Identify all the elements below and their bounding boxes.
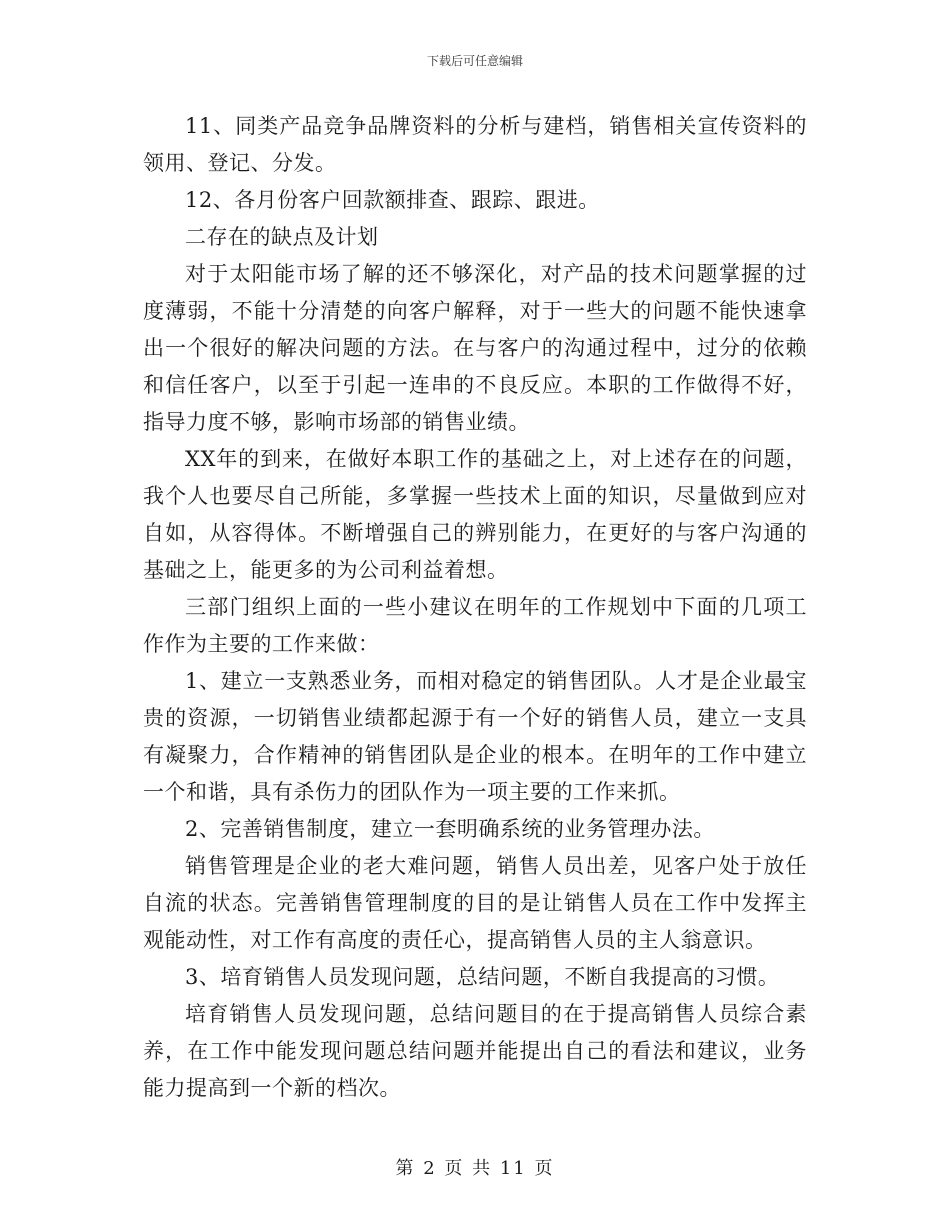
paragraph-item-11: 11、同类产品竞争品牌资料的分析与建档，销售相关宣传资料的领用、登记、分发。 bbox=[143, 114, 807, 175]
paragraph-item-12: 12、各月份客户回款额排查、跟踪、跟进。 bbox=[185, 188, 600, 212]
paragraph-shortcomings: 对于太阳能市场了解的还不够深化，对产品的技术问题掌握的过度薄弱，不能十分清楚的向客户解释，对于一些大的问题不能快速拿出一个很好的解决问题的方法。在与客户的沟通过程中，过分的依赖和信任客户，以至于引起一连串的不良反应。本职的工作做得不好，指导力度不够，影响市场部的销售业绩。 bbox=[143, 262, 807, 434]
page-footer: 第 2 页 共 11 页 bbox=[395, 1158, 555, 1179]
page-header: 下载后可任意编辑 bbox=[426, 54, 523, 68]
paragraph-suggestion-2: 2、完善销售制度，建立一套明确系统的业务管理办法。 bbox=[185, 817, 715, 841]
section-heading-shortcomings: 二存在的缺点及计划 bbox=[185, 225, 379, 249]
document-body bbox=[143, 108, 807, 1107]
paragraph-sales-management: 销售管理是企业的老大难问题，销售人员出差，见客户处于放任自流的状态。完善销售管理制度的目的是让销售人员在工作中发挥主观能动性，对工作有高度的责任心，提高销售人员的主人翁意识。 bbox=[143, 854, 807, 952]
paragraph-suggestion-3: 3、培育销售人员发现问题，总结问题，不断自我提高的习惯。 bbox=[185, 965, 780, 989]
paragraph-training: 培育销售人员发现问题，总结问题目的在于提高销售人员综合素养，在工作中能发现问题总结问题并能提出自己的看法和建议，业务能力提高到一个新的档次。 bbox=[143, 1002, 807, 1100]
section-heading-suggestions: 三部门组织上面的一些小建议在明年的工作规划中下面的几项工作作为主要的工作来做： bbox=[143, 595, 807, 656]
paragraph-plan: XX年的到来，在做好本职工作的基础之上，对上述存在的问题，我个人也要尽自己所能，多掌握一些技术上面的知识，尽量做到应对自如，从容得体。不断增强自己的辨别能力，在更好的与客户沟通的基础之上，能更多的为公司利益着想。 bbox=[143, 447, 807, 582]
paragraph-suggestion-1: 1、建立一支熟悉业务，而相对稳定的销售团队。人才是企业最宝贵的资源，一切销售业绩都起源于有一个好的销售人员，建立一支具有凝聚力，合作精神的销售团队是企业的根本。在明年的工作中建立一个和谐，具有杀伤力的团队作为一项主要的工作来抓。 bbox=[143, 669, 807, 804]
